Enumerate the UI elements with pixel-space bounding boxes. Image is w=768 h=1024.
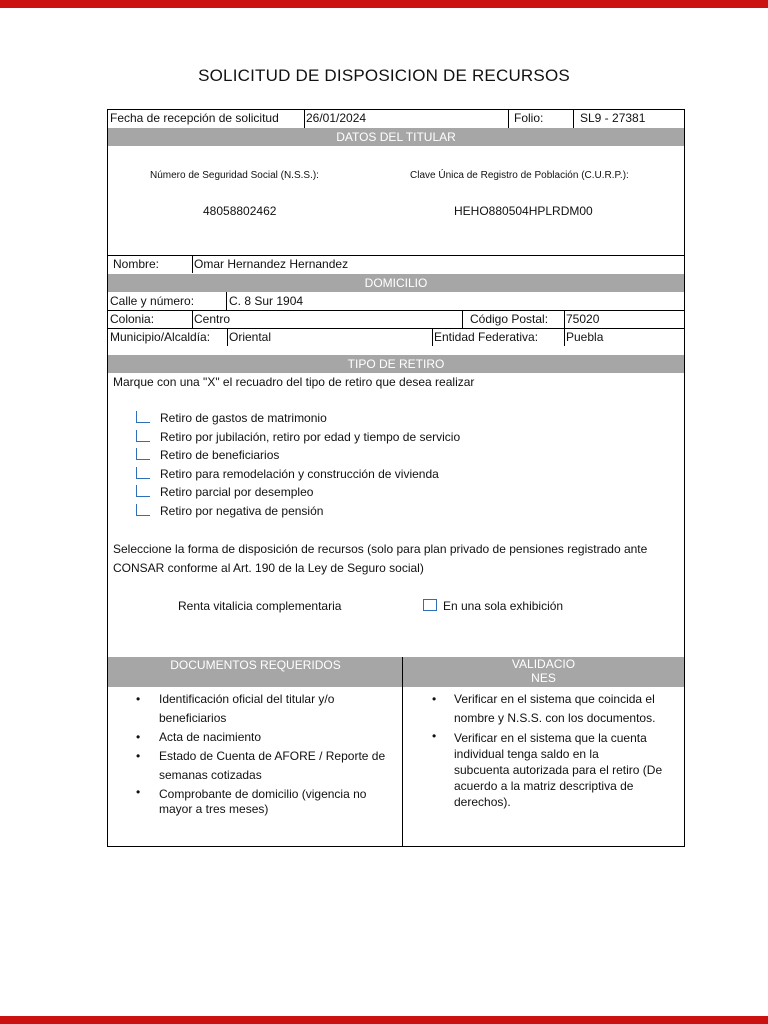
option-label: Retiro para remodelación y construcción de vivienda [160,467,439,481]
documentos-title: DOCUMENTOS REQUERIDOS [170,658,341,672]
checkbox-icon[interactable] [136,504,150,516]
nss-value[interactable]: 48058802462 [203,204,277,218]
colonia-value[interactable]: Centro [194,312,231,326]
checkbox-icon[interactable] [136,411,150,423]
option-label: En una sola exhibición [443,599,564,613]
option-label: Retiro por negativa de pensión [160,504,324,518]
option-label: Retiro de gastos de matrimonio [160,411,327,425]
validaciones-title-line1: VALIDACIO [511,657,576,671]
validaciones-title-line2: NES [531,671,556,685]
documentos-list [108,690,398,817]
disposicion-text-line2: CONSAR conforme al Art. 190 de la Ley de Seguro social) [113,561,424,575]
checkbox-icon[interactable] [136,430,150,442]
divider [226,292,227,310]
page-title: SOLICITUD DE DISPOSICION DE RECURSOS [198,66,570,85]
divider [192,310,193,328]
top-accent-bar [0,0,768,8]
divider [508,110,509,128]
checkbox-icon[interactable] [136,485,150,497]
list-item: • Acta de nacimiento [108,728,398,747]
option-label: Retiro de beneficiarios [160,448,280,462]
curp-label: Clave Única de Registro de Población (C.U.R.P.): [410,170,629,181]
fecha-value[interactable]: 26/01/2024 [306,111,367,125]
section-documentos [108,657,403,687]
nombre-value[interactable]: Omar Hernandez Hernandez [194,257,349,271]
divider [192,255,193,273]
divider [402,657,403,846]
divider [304,110,305,128]
calle-value[interactable]: C. 8 Sur 1904 [229,294,304,308]
calle-label: Calle y número: [110,294,195,308]
colonia-label: Colonia: [110,312,155,326]
nombre-label: Nombre: [113,257,160,271]
validaciones-list [404,690,684,810]
disposicion-text-line1: Seleccione la forma de disposición de recursos (solo para plan privado de pensiones registrado ante [113,542,648,556]
checkbox-icon[interactable] [136,448,150,460]
section-domicilio: DOMICILIO [108,274,684,292]
option-label: Retiro parcial por desempleo [160,485,314,499]
list-item: • Comprobante de domicilio (vigencia no mayor a tres meses) [108,785,398,817]
list-item: • Verificar en el sistema que coincida el nombre y N.S.S. con los documentos. [404,690,684,728]
fecha-label: Fecha de recepción de solicitud [110,111,279,125]
divider [227,328,228,346]
list-item: • Identificación oficial del titular y/o beneficiarios [108,690,398,728]
bottom-accent-bar [0,1016,768,1024]
list-item: • Estado de Cuenta de AFORE / Reporte de semanas cotizadas [108,747,398,785]
request-form [107,109,685,847]
section-validaciones [403,657,684,687]
divider [432,328,433,346]
curp-value[interactable]: HEHO880504HPLRDM00 [454,204,593,218]
municipio-value[interactable]: Oriental [229,330,272,344]
divider [573,110,574,128]
nss-label: Número de Seguridad Social (N.S.S.): [150,170,319,181]
renta-vitalicia-label: Renta vitalicia complementaria [178,599,342,613]
section-tipo-retiro: TIPO DE RETIRO [108,355,684,373]
cp-value[interactable]: 75020 [566,312,600,326]
list-item: • Verificar en el sistema que la cuenta individual tenga saldo en la subcuenta autorizada para el retiro (De acuerdo a la matriz descriptiva de derechos). [404,728,684,810]
municipio-label: Municipio/Alcaldía: [110,330,211,344]
section-datos-titular: DATOS DEL TITULAR [108,128,684,146]
checkbox-icon[interactable] [136,467,150,479]
folio-value[interactable]: SL9 - 27381 [580,111,646,125]
cp-label: Código Postal: [470,312,549,326]
entidad-value[interactable]: Puebla [566,330,604,344]
retiro-instruction: Marque con una "X" el recuadro del tipo de retiro que desea realizar [113,375,475,389]
entidad-label: Entidad Federativa: [434,330,539,344]
divider [462,310,463,328]
checkbox-icon[interactable] [423,599,437,611]
folio-label: Folio: [514,111,544,125]
option-label: Retiro por jubilación, retiro por edad y tiempo de servicio [160,430,461,444]
